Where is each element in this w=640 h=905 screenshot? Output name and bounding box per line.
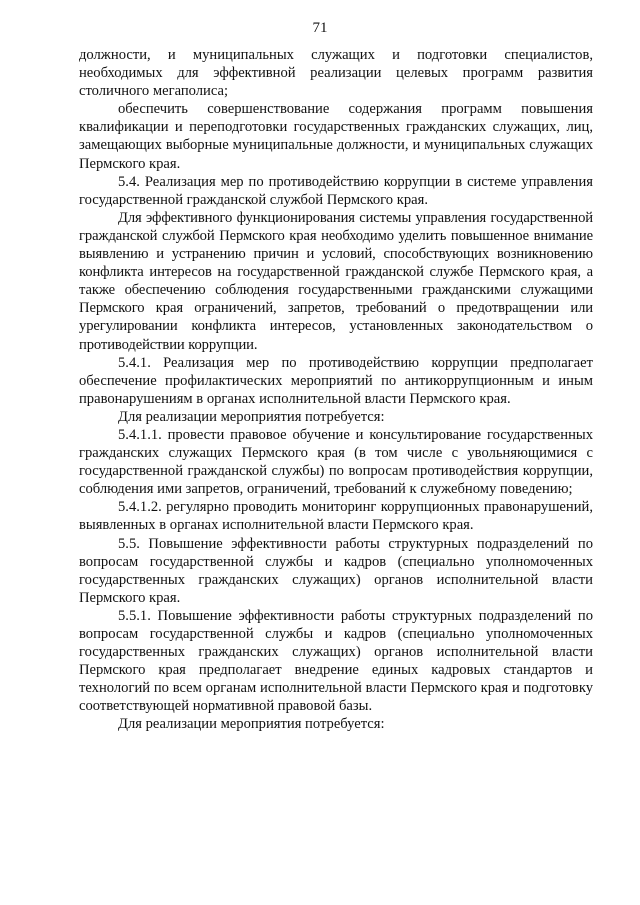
paragraph-list-item: обеспечить совершенствование содержания программ повышения квалификации и переподготовки государственных гражданских служащих, лиц, замещающих выборные муниципальные должности, и муниципальных служащих Пермского края. — [79, 101, 593, 172]
section-heading-5-4: 5.4. Реализация мер по противодействию коррупции в системе управления государственной гражданской службой Пермского края. — [79, 173, 593, 208]
paragraph-lead-in: Для реализации мероприятия потребуется: — [118, 408, 385, 425]
paragraph-list-item: 5.4.1.2. регулярно проводить мониторинг коррупционных правонарушений, выявленных в органах исполнительной власти Пермского края. — [79, 499, 593, 534]
paragraph-list-item: 5.4.1.1. провести правовое обучение и консультирование государственных гражданских служащих Пермского края (в том числе с увольняющимися с государственной гражданской службы) по вопросам противодействия коррупции, соблюдения ими запретов, ограничений, требований к служебному поведению; — [79, 426, 593, 498]
document-body — [79, 46, 593, 734]
section-heading-5-5: 5.5. Повышение эффективности работы структурных подразделений по вопросам государственной службы и кадров (специально уполномоченных государственных гражданских служащих) органов исполнительной власти Пермского края. — [79, 535, 593, 606]
paragraph: Для эффективного функционирования системы управления государственной гражданской службой Пермского края необходимо уделить повышенное внимание выявлению и устранению причин и условий, способствующих возникновению конфликта интересов на государственной гражданской службе Пермского края, а также обеспечению соблюдения государственными гражданскими служащими Пермского края ограничений, запретов, требований о предотвращении или урегулировании конфликта интересов, установленных законодательством о противодействии коррупции. — [79, 209, 593, 353]
paragraph-continuation: должности, и муниципальных служащих и подготовки специалистов, необходимых для эффективной реализации целевых программ развития столичного мегаполиса; — [79, 47, 593, 100]
section-heading-5-4-1: 5.4.1. Реализация мер по противодействию коррупции предполагает обеспечение профилактических мероприятий по антикоррупционным и иным правонарушениям в органах исполнительной власти Пермского края. — [79, 354, 593, 407]
paragraph-lead-in: Для реализации мероприятия потребуется: — [118, 716, 385, 733]
page-number: 71 — [312, 20, 328, 36]
section-heading-5-5-1: 5.5.1. Повышение эффективности работы структурных подразделений по вопросам государственной службы и кадров (специально уполномоченных государственных гражданских служащих) органов исполнительной власти Пермского края предполагает внедрение единых кадровых стандартов и технологий по всем органам исполнительной власти Пермского края и подготовку соответствующей нормативной правовой базы. — [79, 607, 593, 715]
